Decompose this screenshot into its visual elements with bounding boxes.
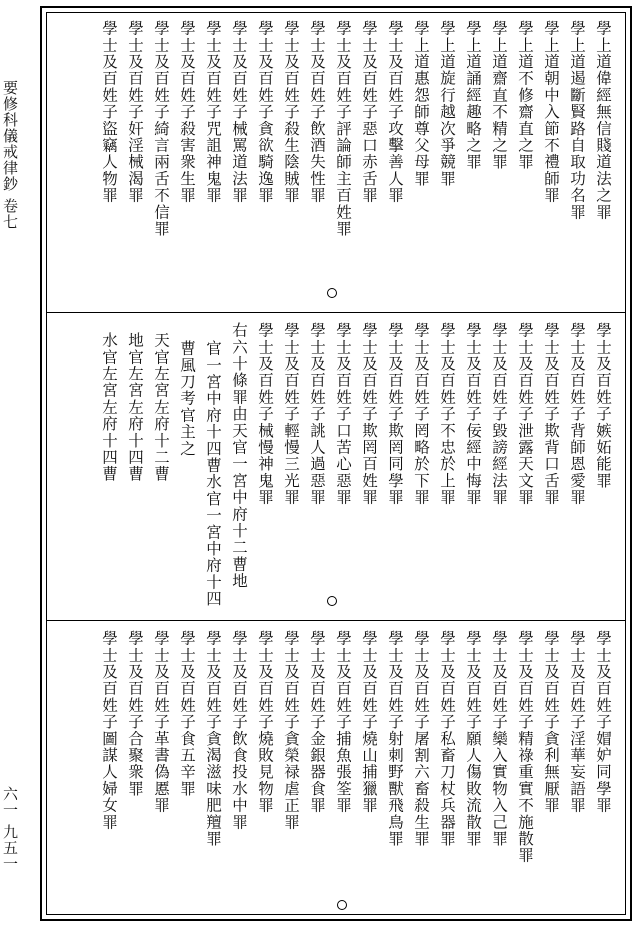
- text-column: 學士及百姓子評論師主百姓罪: [334, 20, 352, 238]
- page-marker-circle: [327, 596, 337, 606]
- text-column: 學士及百姓子貪利無厭罪: [542, 630, 560, 814]
- text-column: 學士及百姓子背師恩愛罪: [568, 322, 586, 506]
- text-column: 學士及百姓子泄露天文罪: [516, 322, 534, 506]
- text-column: 水官左宮左府十四曹: [100, 332, 118, 483]
- text-column: 學士及百姓子誂人過惡罪: [308, 322, 326, 506]
- panel-divider-1: [46, 312, 626, 313]
- text-column: 學士及百姓子輕慢三光罪: [282, 322, 300, 506]
- text-column: 學上道旋行越次爭競罪: [438, 20, 456, 187]
- text-column: 曹風刀考官主之: [178, 340, 196, 457]
- side-margin-title: 要修科儀戒律鈔 卷七: [1, 80, 19, 230]
- text-column: 學士及百姓子佞經中悔罪: [464, 322, 482, 506]
- text-column: 學士及百姓子合聚衆罪: [126, 630, 144, 797]
- text-column: 右六十條罪由天官一宮中府十二曹地: [230, 322, 248, 590]
- text-column: 學士及百姓子貪渴滋味肥羶罪: [204, 630, 222, 848]
- text-column: 學士及百姓子不忠於上罪: [438, 322, 456, 506]
- text-column: 學上道誦經趣略之罪: [464, 20, 482, 171]
- text-panel-top: [50, 14, 622, 310]
- text-columns: [96, 322, 616, 607]
- text-column: 學士及百姓子械罵道法罪: [230, 20, 248, 204]
- text-column: 學士及百姓子願人傷敗流散罪: [464, 630, 482, 848]
- text-column: 學士及百姓子燒敗見物罪: [256, 630, 274, 814]
- text-column: 學士及百姓子飲酒失性罪: [308, 20, 326, 204]
- text-columns: [96, 20, 616, 237]
- text-column: 學士及百姓子毀謗經法罪: [490, 322, 508, 506]
- text-column: 學士及百姓子媢妒同學罪: [594, 630, 612, 814]
- text-column: 學士及百姓子精祿重實不施散罪: [516, 630, 534, 864]
- text-panel-middle: [50, 316, 622, 616]
- text-column: 學上道惠怨師尊父母罪: [412, 20, 430, 187]
- text-column: 學士及百姓子燒山捕獵罪: [360, 630, 378, 814]
- text-column: 學上道遏斷賢路自取功名罪: [568, 20, 586, 221]
- text-column: 學士及百姓子革書偽慝罪: [152, 630, 170, 814]
- text-column: 學士及百姓子咒詛神鬼罪: [204, 20, 222, 204]
- text-column: 學士及百姓子金銀器食罪: [308, 630, 326, 814]
- text-column: 學士及百姓子奸淫械渴罪: [126, 20, 144, 204]
- text-column: 學士及百姓子惡口赤舌罪: [360, 20, 378, 204]
- text-column: 學士及百姓子盜竊人物罪: [100, 20, 118, 204]
- text-column: 學士及百姓子私畜刀杖兵器罪: [438, 630, 456, 848]
- text-columns: [96, 630, 616, 864]
- text-column: 學士及百姓子捕魚張筌罪: [334, 630, 352, 814]
- text-column: 學士及百姓子殺生陰賊罪: [282, 20, 300, 204]
- text-column: 學士及百姓子圖謀人婦女罪: [100, 630, 118, 831]
- side-margin-page-number: 六一 九五一: [1, 786, 19, 872]
- text-column: 學士及百姓子食五辛罪: [178, 630, 196, 797]
- text-column: 學士及百姓子欺罔同學罪: [386, 322, 404, 506]
- text-column: 學士及百姓子貪欲騎逸罪: [256, 20, 274, 204]
- text-column: 學士及百姓子欒入實物入己罪: [490, 630, 508, 848]
- text-column: 學上道齋直不精之罪: [490, 20, 508, 171]
- page-marker-circle: [337, 900, 347, 910]
- text-column: 學士及百姓子罔略於下罪: [412, 322, 430, 506]
- page-marker-circle: [327, 288, 337, 298]
- text-panel-bottom: [50, 624, 622, 914]
- text-column: 學上道朝中入節不禮師罪: [542, 20, 560, 204]
- text-column: 學上道偉經無信賤道法之罪: [594, 20, 612, 221]
- text-column: 學士及百姓子嫉妬能罪: [594, 322, 612, 489]
- text-column: 學士及百姓子殺害衆生罪: [178, 20, 196, 204]
- text-column: 學士及百姓子飲食投水中罪: [230, 630, 248, 831]
- panel-divider-2: [46, 620, 626, 621]
- text-column: 地官左宮左府十四曹: [126, 332, 144, 483]
- text-column: 學士及百姓子欺背口舌罪: [542, 322, 560, 506]
- text-column: 官一宮中府十四曹水官一宮中府十四: [204, 340, 222, 608]
- text-column: 學士及百姓子屠割六畜殺生罪: [412, 630, 430, 848]
- text-column: 學士及百姓子射刺野獸飛鳥罪: [386, 630, 404, 848]
- text-column: 學士及百姓子口苦心惡罪: [334, 322, 352, 506]
- text-column: 學士及百姓子貪榮禄虐正罪: [282, 630, 300, 831]
- text-column: 學士及百姓子攻擊善人罪: [386, 20, 404, 204]
- text-column: 學士及百姓子淫華妄語罪: [568, 630, 586, 814]
- text-column: 學士及百姓子欺罔百姓罪: [360, 322, 378, 506]
- text-column: 學士及百姓子綺言兩舌不信罪: [152, 20, 170, 238]
- text-column: 學上道不修齋直之罪: [516, 20, 534, 171]
- text-column: 學士及百姓子械慢神鬼罪: [256, 322, 274, 506]
- text-column: 天官左宮左府十二曹: [152, 332, 170, 483]
